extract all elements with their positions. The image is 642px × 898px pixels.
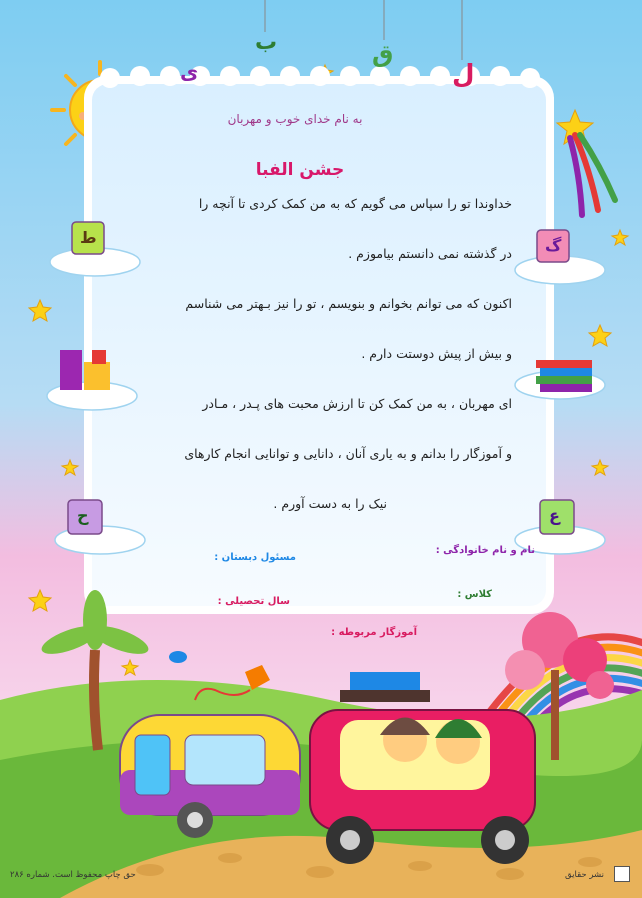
academic-year-label: سال تحصیلی : bbox=[217, 596, 290, 607]
body-line: و آموزگار را بدانم و به یاری آنان ، دانایی و توانایی انجام کارهای bbox=[184, 446, 512, 461]
cube-letter-left-2: ح bbox=[77, 506, 89, 525]
cube-letter-right-2: ع bbox=[549, 506, 560, 525]
body-line: در گذشته نمی دانستم بیاموزم . bbox=[348, 246, 512, 261]
blue-bird bbox=[169, 651, 187, 663]
bismillah-line: به نام خدای خوب و مهربان bbox=[227, 112, 363, 126]
text-panel bbox=[84, 66, 554, 614]
letter-top-4: ل bbox=[452, 60, 475, 90]
body-line: نیک را به دست آورم . bbox=[273, 496, 387, 511]
body-line: و بیش از پیش دوستت دارم . bbox=[361, 346, 512, 361]
page-title: جشن الفبا bbox=[255, 160, 345, 180]
cube-letter-right-1: گ bbox=[545, 236, 562, 255]
school-official-label: مسئول دبستان : bbox=[214, 552, 296, 563]
body-line: ای مهربان ، به من کمک کن تا ارزش محبت های پـدر ، مـادر bbox=[202, 396, 512, 411]
teacher-label: آموزگار مربوطه : bbox=[331, 627, 417, 638]
book-stack bbox=[536, 360, 592, 392]
publisher-name: نشر حقایق bbox=[565, 870, 604, 880]
copyright-notice: حق چاپ محفوظ است. شماره ۲۸۶ bbox=[10, 870, 136, 880]
letter-top-3: ق bbox=[372, 40, 394, 68]
cube-letter-left-1: ط bbox=[80, 228, 97, 247]
letter-top-1: ب bbox=[255, 30, 278, 55]
body-line: اکنون که می توانم بخوانم و بنویسم ، تو را نیز بـهتر می شناسم bbox=[185, 296, 512, 311]
class-label: کلاس : bbox=[457, 589, 492, 600]
publisher-logo-icon bbox=[614, 866, 630, 882]
student-name-label: نام و نام خانوادگی : bbox=[435, 545, 535, 556]
letter-top-2: ی bbox=[180, 60, 199, 84]
body-line: خداوندا تو را سپاس می گویم که به من کمک کردی تا آنچه را bbox=[198, 196, 512, 211]
